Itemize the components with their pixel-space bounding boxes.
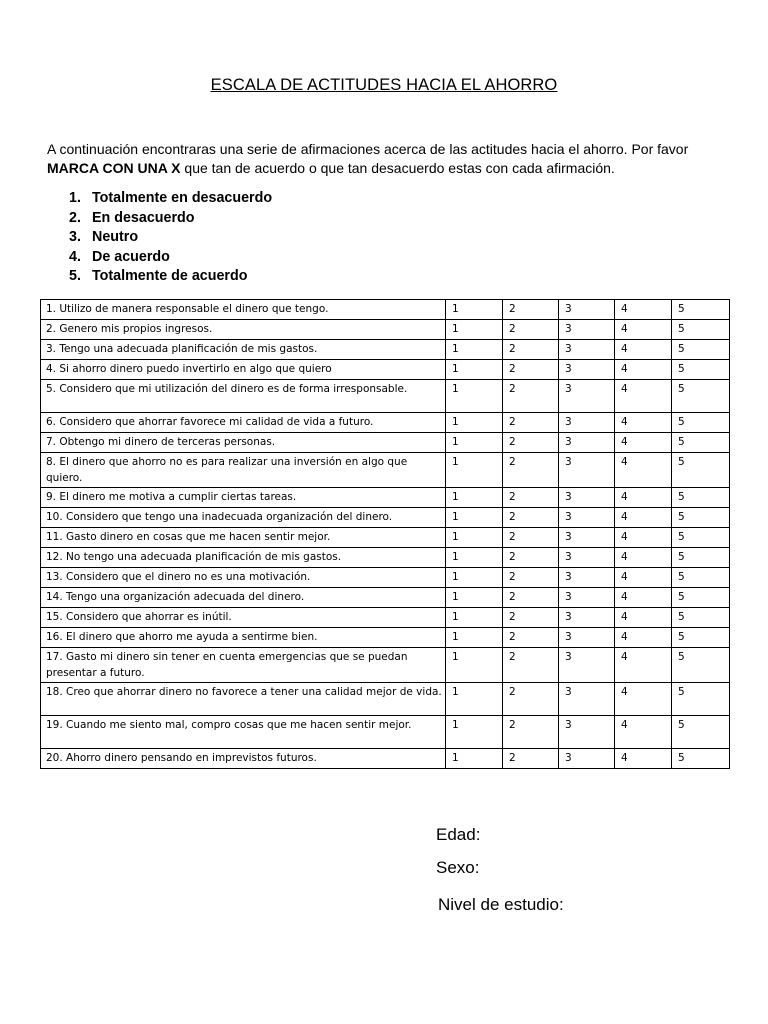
rating-option-2[interactable]: 2 — [503, 608, 559, 628]
rating-option-2[interactable]: 2 — [503, 648, 559, 683]
instructions-text-before: A continuación encontraras una serie de afirmaciones acerca de las actitudes hacia el ahorro. Por favor — [47, 141, 689, 157]
statement-cell: 1. Utilizo de manera responsable el dinero que tengo. — [41, 300, 446, 320]
scale-item — [47, 209, 272, 229]
rating-option-4[interactable]: 4 — [615, 716, 672, 749]
statement-cell: 14. Tengo una organización adecuada del dinero. — [41, 588, 446, 608]
rating-option-3[interactable]: 3 — [559, 588, 615, 608]
table-row — [41, 320, 730, 340]
rating-option-1[interactable]: 1 — [446, 608, 503, 628]
rating-option-2[interactable]: 2 — [503, 380, 559, 413]
rating-option-4[interactable]: 4 — [615, 300, 672, 320]
rating-option-2[interactable]: 2 — [503, 413, 559, 433]
rating-option-3[interactable]: 3 — [559, 320, 615, 340]
scale-item-number: 4. — [69, 248, 81, 265]
scale-item-label: Totalmente de acuerdo — [92, 268, 248, 284]
rating-option-4[interactable]: 4 — [615, 488, 672, 508]
rating-option-1[interactable]: 1 — [446, 716, 503, 749]
rating-option-1[interactable]: 1 — [446, 749, 503, 769]
table-row — [41, 508, 730, 528]
rating-option-3[interactable]: 3 — [559, 360, 615, 380]
instructions-text-after: que tan de acuerdo o que tan desacuerdo estas con cada afirmación. — [180, 160, 615, 176]
rating-option-4[interactable]: 4 — [615, 453, 672, 488]
rating-option-1[interactable]: 1 — [446, 320, 503, 340]
rating-option-3[interactable]: 3 — [559, 340, 615, 360]
rating-option-1[interactable]: 1 — [446, 648, 503, 683]
rating-option-5[interactable]: 5 — [672, 453, 730, 488]
rating-option-3[interactable]: 3 — [559, 300, 615, 320]
rating-option-2[interactable]: 2 — [503, 508, 559, 528]
rating-option-1[interactable]: 1 — [446, 340, 503, 360]
rating-option-4[interactable]: 4 — [615, 380, 672, 413]
statement-cell: 3. Tengo una adecuada planificación de mis gastos. — [41, 340, 446, 360]
table-row — [41, 608, 730, 628]
rating-option-4[interactable]: 4 — [615, 749, 672, 769]
rating-option-3[interactable]: 3 — [559, 488, 615, 508]
rating-option-5[interactable]: 5 — [672, 628, 730, 648]
rating-option-1[interactable]: 1 — [446, 568, 503, 588]
rating-option-5[interactable]: 5 — [672, 488, 730, 508]
rating-option-2[interactable]: 2 — [503, 628, 559, 648]
rating-option-2[interactable]: 2 — [503, 433, 559, 453]
rating-option-4[interactable]: 4 — [615, 568, 672, 588]
rating-option-3[interactable]: 3 — [559, 628, 615, 648]
scale-item-label: Neutro — [92, 229, 139, 245]
rating-option-4[interactable]: 4 — [615, 340, 672, 360]
survey-table — [40, 299, 730, 769]
rating-option-4[interactable]: 4 — [615, 433, 672, 453]
rating-option-1[interactable]: 1 — [446, 380, 503, 413]
rating-option-4[interactable]: 4 — [615, 608, 672, 628]
table-row — [41, 380, 730, 413]
table-row — [41, 568, 730, 588]
statement-cell: 10. Considero que tengo una inadecuada organización del dinero. — [41, 508, 446, 528]
rating-option-5[interactable]: 5 — [672, 340, 730, 360]
rating-option-2[interactable]: 2 — [503, 716, 559, 749]
rating-option-4[interactable]: 4 — [615, 548, 672, 568]
nivel-estudio-label: Nivel de estudio: — [438, 895, 564, 914]
scale-item-number: 5. — [69, 268, 81, 284]
statement-cell: 6. Considero que ahorrar favorece mi calidad de vida a futuro. — [41, 413, 446, 433]
rating-option-4[interactable]: 4 — [615, 588, 672, 608]
statement-cell: 16. El dinero que ahorro me ayuda a sentirme bien. — [41, 628, 446, 648]
rating-option-4[interactable]: 4 — [615, 683, 672, 716]
rating-option-1[interactable]: 1 — [446, 433, 503, 453]
statement-cell: 11. Gasto dinero en cosas que me hacen sentir mejor. — [41, 528, 446, 548]
rating-option-3[interactable]: 3 — [559, 608, 615, 628]
table-row — [41, 628, 730, 648]
rating-option-3[interactable]: 3 — [559, 380, 615, 413]
rating-option-2[interactable]: 2 — [503, 588, 559, 608]
statement-cell: 13. Considero que el dinero no es una motivación. — [41, 568, 446, 588]
statement-cell: 2. Genero mis propios ingresos. — [41, 320, 446, 340]
rating-option-2[interactable]: 2 — [503, 340, 559, 360]
rating-option-5[interactable]: 5 — [672, 528, 730, 548]
table-row — [41, 433, 730, 453]
scale-item-number: 3. — [69, 229, 81, 245]
rating-option-2[interactable]: 2 — [503, 749, 559, 769]
rating-option-4[interactable]: 4 — [615, 360, 672, 380]
rating-option-3[interactable]: 3 — [559, 508, 615, 528]
rating-option-4[interactable]: 4 — [615, 628, 672, 648]
rating-option-2[interactable]: 2 — [503, 568, 559, 588]
statement-cell: 9. El dinero me motiva a cumplir ciertas tareas. — [41, 488, 446, 508]
scale-item-label: De acuerdo — [92, 248, 170, 265]
rating-option-1[interactable]: 1 — [446, 300, 503, 320]
rating-option-5[interactable]: 5 — [672, 508, 730, 528]
edad-label: Edad: — [436, 825, 481, 844]
rating-option-5[interactable]: 5 — [672, 320, 730, 340]
rating-option-5[interactable]: 5 — [672, 548, 730, 568]
rating-option-2[interactable]: 2 — [503, 360, 559, 380]
table-row — [41, 413, 730, 433]
rating-option-2[interactable]: 2 — [503, 453, 559, 488]
instructions-emphasis: MARCA CON UNA X — [47, 160, 181, 176]
statement-cell: 4. Si ahorro dinero puedo invertirlo en algo que quiero — [41, 360, 446, 380]
rating-option-2[interactable]: 2 — [503, 300, 559, 320]
rating-option-4[interactable]: 4 — [615, 320, 672, 340]
rating-option-2[interactable]: 2 — [503, 528, 559, 548]
scale-item-label: Totalmente en desacuerdo — [92, 190, 273, 206]
rating-option-3[interactable]: 3 — [559, 568, 615, 588]
statement-cell: 15. Considero que ahorrar es inútil. — [41, 608, 446, 628]
rating-option-5[interactable]: 5 — [672, 300, 730, 320]
rating-option-3[interactable]: 3 — [559, 548, 615, 568]
rating-option-1[interactable]: 1 — [446, 588, 503, 608]
table-row — [41, 528, 730, 548]
rating-option-5[interactable]: 5 — [672, 588, 730, 608]
rating-option-1[interactable]: 1 — [446, 360, 503, 380]
table-row — [41, 588, 730, 608]
statement-cell: 18. Creo que ahorrar dinero no favorece a tener una calidad mejor de vida. — [41, 683, 446, 716]
statement-cell: 12. No tengo una adecuada planificación de mis gastos. — [41, 548, 446, 568]
scale-item — [47, 189, 272, 209]
rating-option-5[interactable]: 5 — [672, 433, 730, 453]
rating-option-2[interactable]: 2 — [503, 488, 559, 508]
rating-option-2[interactable]: 2 — [503, 683, 559, 716]
rating-option-5[interactable]: 5 — [672, 380, 730, 413]
table-row — [41, 548, 730, 568]
rating-option-5[interactable]: 5 — [672, 683, 730, 716]
rating-option-4[interactable]: 4 — [615, 508, 672, 528]
instructions — [47, 140, 737, 178]
scale-item — [47, 267, 272, 287]
rating-option-3[interactable]: 3 — [559, 528, 615, 548]
table-row — [41, 648, 730, 683]
table-row — [41, 488, 730, 508]
scale-item-label: En desacuerdo — [92, 209, 195, 226]
table-row — [41, 683, 730, 716]
scale-item — [47, 248, 272, 268]
rating-option-1[interactable]: 1 — [446, 413, 503, 433]
sexo-label: Sexo: — [436, 858, 480, 877]
rating-option-5[interactable]: 5 — [672, 413, 730, 433]
rating-option-2[interactable]: 2 — [503, 320, 559, 340]
scale-item — [47, 228, 272, 248]
page-title: ESCALA DE ACTITUDES HACIA EL AHORRO — [210, 76, 558, 94]
table-row — [41, 360, 730, 380]
rating-option-1[interactable]: 1 — [446, 488, 503, 508]
rating-option-5[interactable]: 5 — [672, 648, 730, 683]
rating-option-5[interactable]: 5 — [672, 716, 730, 749]
rating-option-5[interactable]: 5 — [672, 749, 730, 769]
scale-item-number: 1. — [69, 190, 81, 206]
rating-option-5[interactable]: 5 — [672, 568, 730, 588]
rating-option-5[interactable]: 5 — [672, 608, 730, 628]
table-row — [41, 453, 730, 488]
rating-option-1[interactable]: 1 — [446, 528, 503, 548]
rating-option-4[interactable]: 4 — [615, 413, 672, 433]
rating-option-3[interactable]: 3 — [559, 683, 615, 716]
table-row — [41, 300, 730, 320]
rating-option-1[interactable]: 1 — [446, 453, 503, 488]
rating-option-3[interactable]: 3 — [559, 648, 615, 683]
rating-option-4[interactable]: 4 — [615, 528, 672, 548]
statement-cell: 8. El dinero que ahorro no es para realizar una inversión en algo que quiero. — [41, 453, 446, 488]
scale-legend — [47, 189, 272, 287]
table-row — [41, 716, 730, 749]
rating-option-2[interactable]: 2 — [503, 548, 559, 568]
scale-item-number: 2. — [69, 209, 81, 226]
rating-option-1[interactable]: 1 — [446, 548, 503, 568]
rating-option-3[interactable]: 3 — [559, 413, 615, 433]
rating-option-3[interactable]: 3 — [559, 453, 615, 488]
rating-option-5[interactable]: 5 — [672, 360, 730, 380]
rating-option-3[interactable]: 3 — [559, 749, 615, 769]
statement-cell: 19. Cuando me siento mal, compro cosas que me hacen sentir mejor. — [41, 716, 446, 749]
rating-option-3[interactable]: 3 — [559, 716, 615, 749]
rating-option-1[interactable]: 1 — [446, 508, 503, 528]
rating-option-1[interactable]: 1 — [446, 628, 503, 648]
statement-cell: 5. Considero que mi utilización del dinero es de forma irresponsable. — [41, 380, 446, 413]
statement-cell: 20. Ahorro dinero pensando en imprevistos futuros. — [41, 749, 446, 769]
table-row — [41, 340, 730, 360]
statement-cell: 7. Obtengo mi dinero de terceras personas. — [41, 433, 446, 453]
rating-option-1[interactable]: 1 — [446, 683, 503, 716]
statement-cell: 17. Gasto mi dinero sin tener en cuenta emergencias que se puedan presentar a futuro. — [41, 648, 446, 683]
rating-option-4[interactable]: 4 — [615, 648, 672, 683]
rating-option-3[interactable]: 3 — [559, 433, 615, 453]
table-row — [41, 749, 730, 769]
